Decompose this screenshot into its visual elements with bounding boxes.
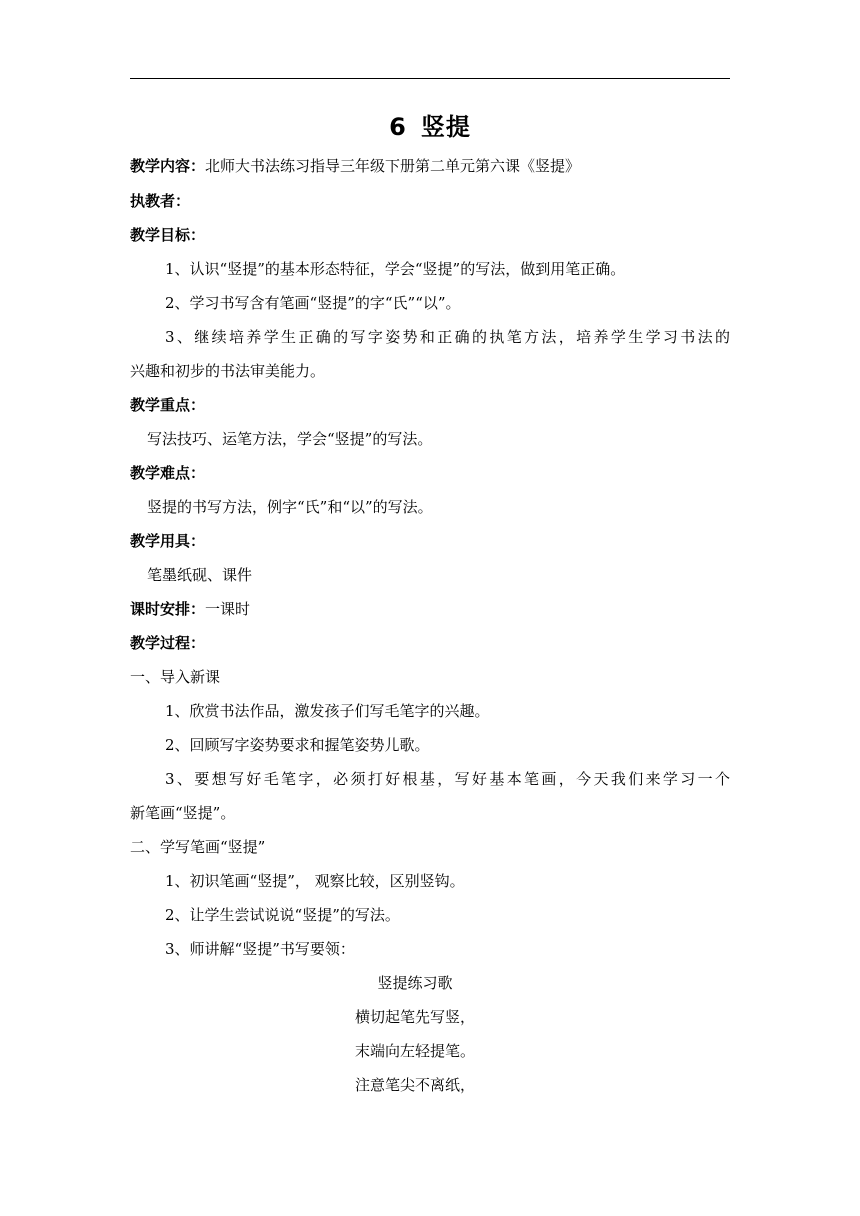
header-rule [130, 78, 730, 79]
section-2-heading: 二、学写笔画“竖提” [130, 838, 266, 856]
goal-item-3-line-2: 兴趣和初步的书法审美能力。 [130, 362, 326, 380]
goal-item-1: 1、认识“竖提”的基本形态特征，学会“竖提”的写法，做到用笔正确。 [165, 260, 626, 278]
song-line-2: 末端向左轻提笔。 [354, 1042, 475, 1060]
schedule-value: 一课时 [205, 600, 251, 618]
goals-label: 教学目标： [130, 226, 206, 244]
content-value: 北师大书法练习指导三年级下册第二单元第六课《竖提》 [205, 157, 581, 175]
process-label: 教学过程： [130, 634, 206, 652]
difficulties-text: 竖提的书写方法，例字“氏”和“以”的写法。 [147, 498, 433, 516]
schedule-label: 课时安排： [130, 600, 206, 618]
key-points-text: 写法技巧、运笔方法，学会“竖提”的写法。 [147, 430, 433, 448]
content-line [130, 156, 730, 176]
difficulties-heading [130, 463, 730, 483]
teacher-label: 执教者： [130, 192, 191, 210]
content-label: 教学内容： [130, 157, 206, 175]
key-points-heading [130, 395, 730, 415]
difficulties-label: 教学难点： [130, 464, 206, 482]
process-heading [130, 633, 730, 653]
tools-heading [130, 531, 730, 551]
lesson-title [0, 112, 860, 142]
section-2-item-1: 1、初识笔画“竖提”， 观察比较，区别竖钩。 [165, 872, 465, 890]
song-line-1: 横切起笔先写竖， [354, 1008, 475, 1026]
goal-item-3-line-1: 3、继续培养学生正确的写字姿势和正确的执笔方法，培养学生学习书法的 [165, 328, 730, 346]
teacher-line [130, 191, 730, 211]
schedule-line [130, 599, 730, 619]
section-1-item-2: 2、回顾写字姿势要求和握笔姿势儿歌。 [165, 736, 430, 754]
section-2-item-2: 2、让学生尝试说说“竖提”的写法。 [165, 906, 400, 924]
tools-text: 笔墨纸砚、课件 [147, 566, 253, 584]
goal-item-2: 2、学习书写含有笔画“竖提”的字“氏”“以”。 [165, 294, 461, 312]
song-title: 竖提练习歌 [377, 974, 453, 992]
section-2-item-3: 3、师讲解“竖提”书写要领： [165, 940, 355, 958]
key-points-label: 教学重点： [130, 396, 206, 414]
section-1-item-3-line-1: 3、要想写好毛笔字，必须打好根基，写好基本笔画，今天我们来学习一个 [165, 770, 730, 788]
song-line-3: 注意笔尖不离纸， [354, 1076, 475, 1094]
lesson-number: 6 [389, 113, 407, 141]
lesson-title-text: 竖提 [420, 113, 471, 141]
tools-label: 教学用具： [130, 532, 206, 550]
section-1-item-1: 1、欣赏书法作品，激发孩子们写毛笔字的兴趣。 [165, 702, 490, 720]
goals-heading [130, 225, 730, 245]
section-1-item-3-line-2: 新笔画“竖提”。 [130, 804, 236, 822]
section-1-heading: 一、导入新课 [130, 668, 221, 686]
